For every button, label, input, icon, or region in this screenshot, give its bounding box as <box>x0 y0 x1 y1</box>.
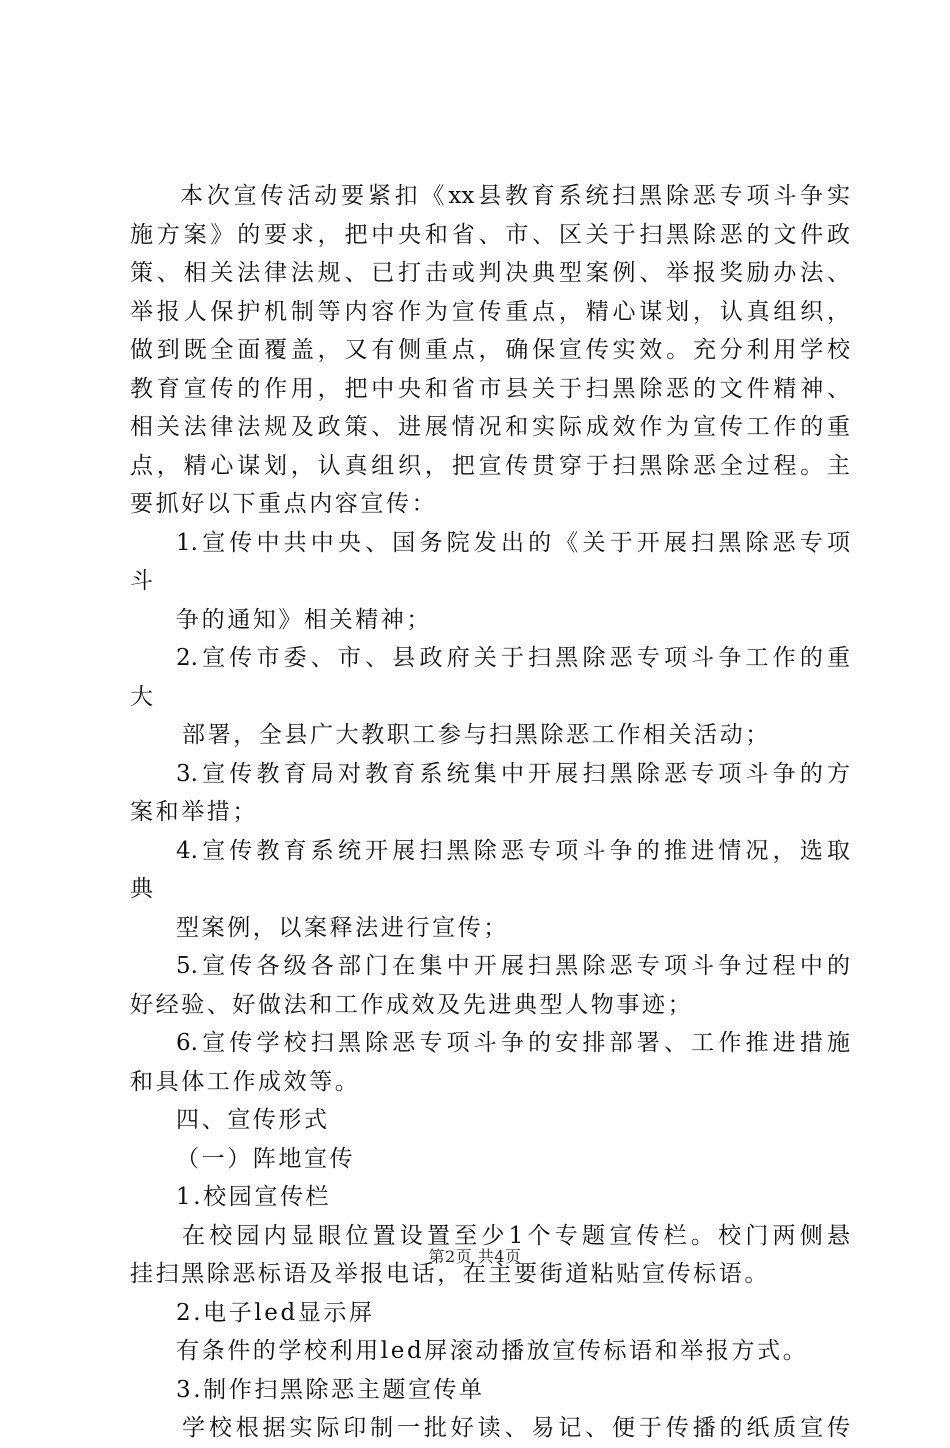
text-line: 策、相关法律法规、已打击或判决典型案例、举报奖励办法、 <box>130 260 850 286</box>
text-line: 典 <box>130 876 156 902</box>
item-heading: 1.校园宣传栏 <box>176 1184 332 1210</box>
section-heading: 四、宣传形式 <box>176 1107 330 1133</box>
list-item: 5.宣传各级各部门在集中开展扫黑除恶专项斗争过程中的 <box>176 953 850 979</box>
text-line: 挂扫黑除恶标语及举报电话，在主要街道粘贴宣传标语。 <box>130 1261 770 1287</box>
text-line: 在校园内显眼位置设置至少1个专题宣传栏。校门两侧悬 <box>182 1222 850 1249</box>
text-line: 大 <box>130 683 156 710</box>
list-item: 4.宣传教育系统开展扫黑除恶专项斗争的推进情况，选取 <box>176 837 850 864</box>
text-line: 有条件的学校利用led屏滚动播放宣传标语和举报方式。 <box>176 1338 809 1364</box>
text-line: 要抓好以下重点内容宣传： <box>130 491 438 517</box>
subsection-heading: （一）阵地宣传 <box>176 1145 356 1172</box>
text-line: 型案例，以案释法进行宣传； <box>176 914 509 941</box>
page-footer: 第2页 共4页 <box>428 1247 522 1266</box>
text-line: 点，精心谋划，认真组织，把宣传贯穿于扫黑除恶全过程。主 <box>130 452 850 479</box>
text-line: 本次宣传活动要紧扣《xx县教育系统扫黑除恶专项斗争实 <box>180 183 850 209</box>
text-line: 好经验、好做法和工作成效及先进典型人物事迹； <box>130 991 694 1018</box>
text-line: 和具体工作成效等。 <box>130 1068 361 1095</box>
list-item: 1.宣传中共中央、国务院发出的《关于开展扫黑除恶专项 <box>176 529 850 556</box>
list-item: 6.宣传学校扫黑除恶专项斗争的安排部署、工作推进措施 <box>176 1030 850 1056</box>
text-line: 施方案》的要求，把中央和省、市、区关于扫黑除恶的文件政 <box>130 221 850 248</box>
list-item: 2.宣传市委、市、县政府关于扫黑除恶专项斗争工作的重 <box>176 645 850 671</box>
text-line: 学校根据实际印制一批好读、易记、便于传播的纸质宣传 <box>182 1415 850 1441</box>
text-line: 争的通知》相关精神； <box>176 606 432 633</box>
text-line: 斗 <box>130 568 156 594</box>
text-line: 部署，全县广大教职工参与扫黑除恶工作相关活动； <box>182 722 771 748</box>
item-heading: 2.电子led显示屏 <box>176 1299 375 1326</box>
text-line: 举报人保护机制等内容作为宣传重点，精心谋划，认真组织， <box>130 298 850 325</box>
text-line: 教育宣传的作用，把中央和省市县关于扫黑除恶的文件精神、 <box>130 375 850 402</box>
item-heading: 3.制作扫黑除恶主题宣传单 <box>176 1376 485 1403</box>
list-item: 3.宣传教育局对教育系统集中开展扫黑除恶专项斗争的方 <box>176 760 850 787</box>
text-line: 案和举措； <box>130 799 258 825</box>
text-line: 做到既全面覆盖，又有侧重点，确保宣传实效。充分利用学校 <box>130 337 850 363</box>
text-line: 相关法律法规及政策、进展情况和实际成效作为宣传工作的重 <box>130 414 850 440</box>
